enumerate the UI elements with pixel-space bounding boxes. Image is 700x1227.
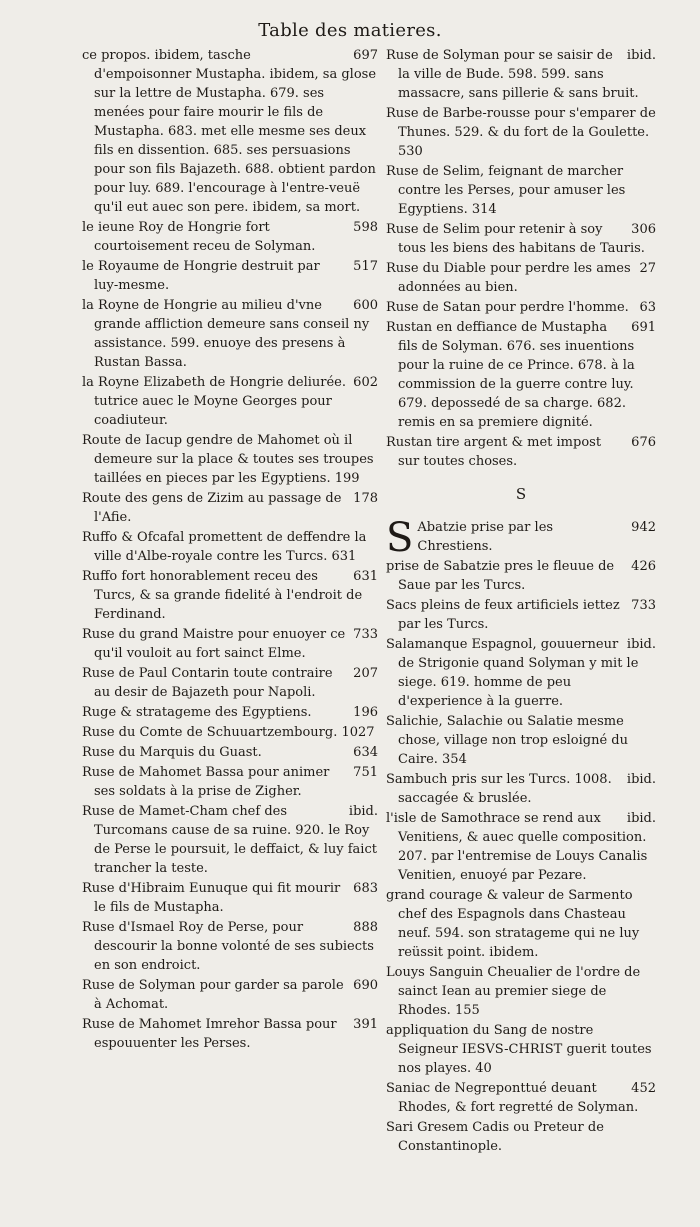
entry-page-number: 178 (353, 491, 378, 506)
index-entry (386, 433, 656, 471)
index-entry (386, 596, 656, 634)
index-entry (386, 886, 656, 962)
index-entry (386, 46, 656, 103)
entry-text: Ruffo fort honorablement receu des Turcs, & sa grande fidelité à l'endroit de Ferdinand. (82, 569, 363, 622)
entry-page-number: 207 (353, 666, 378, 681)
entry-page-number: 751 (353, 765, 378, 780)
index-entry (386, 1118, 656, 1156)
entry-text: Route des gens de Zizim au passage de l'Afie. (82, 491, 342, 525)
entry-text: Salichie, Salachie ou Salatie mesme chose, village non trop esloigné du Caire. 354 (386, 714, 628, 767)
entry-text: Abatzie prise par les Chrestiens. (417, 520, 554, 554)
index-entry (82, 976, 378, 1014)
entry-text: ce propos. ibidem, tasche d'empoisonner Mustapha. ibidem, sa glose sur la lettre de Mustapha. 679. ses menées pour faire mourir le fils de Mustapha. 683. met elle mesme ses deux fils en dissention. 685. ses persuasions pour son fils Bajazeth. 688. obtient pardon pour luy. 689. l'encourage à l'entre-veuë qu'il eut auec son pere. ibidem, sa mort. (82, 48, 377, 215)
index-entry (386, 220, 656, 258)
entry-page-number: 63 (639, 300, 656, 315)
index-entry (386, 1079, 656, 1117)
index-entry (386, 635, 656, 711)
entry-text: Sari Gresem Cadis ou Preteur de Constantinople. (386, 1120, 604, 1154)
index-entry (386, 770, 656, 808)
entry-page-number: ibid. (626, 811, 656, 826)
entry-page-number: 733 (353, 627, 378, 642)
index-entry (82, 567, 378, 624)
entry-page-number: 598 (353, 220, 378, 235)
entry-text: Rustan en deffiance de Mustapha fils de Solyman. 676. ses inuentions pour la ruine de ce Prince. 678. à la commission de la guerre contre luy. 679. depossedé de sa charge. 682. remis en sa premiere dignité. (386, 320, 635, 430)
entry-text: Ruse du Diable pour perdre les ames adonnées au bien. (386, 261, 631, 295)
entry-text: le ieune Roy de Hongrie fort courtoisement receu de Solyman. (82, 220, 316, 254)
entry-page-number: 691 (631, 320, 656, 335)
index-entry (82, 1015, 378, 1053)
index-entry (82, 664, 378, 702)
entry-page-number: 888 (353, 920, 378, 935)
index-entry (82, 918, 378, 975)
entry-page-number: 600 (353, 298, 378, 313)
entry-page-number: 733 (631, 598, 656, 613)
entry-page-number: 676 (631, 435, 656, 450)
index-entry (386, 712, 656, 769)
entry-text: Sacs pleins de feux artificiels iettez par les Turcs. (386, 598, 620, 632)
entry-page-number: 697 (353, 48, 378, 63)
entry-text: Rustan tire argent & met impost sur toutes choses. (386, 435, 602, 469)
entry-page-number: 634 (353, 745, 378, 760)
entry-page-number: 602 (353, 375, 378, 390)
index-entry (386, 162, 656, 219)
index-entry (386, 557, 656, 595)
index-entry (82, 625, 378, 663)
page-title: Table des matieres. (258, 20, 442, 41)
entry-page-number: 690 (353, 978, 378, 993)
entry-text: Ruse du Marquis du Guast. (82, 745, 262, 760)
index-entry (386, 259, 656, 297)
entry-text: Ruge & stratageme des Egyptiens. (82, 705, 312, 720)
entry-text: Ruse du grand Maistre pour enuoyer ce qu'il vouloit au fort sainct Elme. (82, 627, 346, 661)
index-entry (82, 802, 378, 878)
entry-page-number: ibid. (348, 804, 378, 819)
index-entry (386, 515, 656, 561)
entry-page-number: ibid. (626, 48, 656, 63)
entry-text: Ruse d'Ismael Roy de Perse, pour descourir la bonne volonté de ses subiects en son endroict. (82, 920, 374, 973)
index-entry (82, 431, 378, 488)
index-entry (386, 809, 656, 885)
index-entry (386, 1021, 656, 1078)
index-entry (82, 296, 378, 372)
index-entry (82, 528, 378, 566)
entry-text: Ruse de Solyman pour garder sa parole à Achomat. (82, 978, 344, 1012)
right-r-entries (386, 46, 656, 471)
entry-text: le Royaume de Hongrie destruit par luy-mesme. (82, 259, 320, 293)
entry-page-number: 683 (353, 881, 378, 896)
entry-text: Sambuch pris sur les Turcs. 1008. saccagée & bruslée. (386, 772, 612, 806)
entry-text: Ruse de Selim pour retenir à soy tous les biens des habitans de Tauris. (386, 222, 645, 256)
entry-page-number: 452 (631, 1081, 656, 1096)
entry-text: Ruffo & Ofcafal promettent de deffendre la ville d'Albe-royale contre les Turcs. 631 (82, 530, 367, 564)
entry-text: Ruse de Satan pour perdre l'homme. (386, 300, 629, 315)
entry-text: la Royne de Hongrie au milieu d'vne grande affliction demeure sans conseil ny assistance. 599. enuoye des presens à Rustan Bassa. (82, 298, 370, 370)
index-entry (82, 373, 378, 430)
index-entry (82, 703, 378, 722)
entry-text: Ruse de Selim, feignant de marcher contre les Perses, pour amuser les Egyptiens. 314 (386, 164, 626, 217)
s-entries (386, 515, 656, 1156)
entry-page-number: 942 (631, 520, 656, 535)
entry-text: Salamanque Espagnol, gouuerneur de Strigonie quand Solyman y mit le siege. 619. homme de peu d'experience à la guerre. (386, 637, 639, 709)
index-entry (82, 46, 378, 217)
entry-text: Ruse de Solyman pour se saisir de la ville de Bude. 598. 599. sans massacre, sans pillerie & sans bruit. (386, 48, 639, 101)
index-entry (386, 963, 656, 1020)
entry-text: Ruse de Mahomet Bassa pour animer ses soldats à la prise de Zigher. (82, 765, 330, 799)
section-letter: S (515, 485, 527, 503)
index-entry (386, 104, 656, 161)
entry-text: Ruse de Barbe-rousse pour s'emparer de Thunes. 529. & du fort de la Goulette. 530 (386, 106, 656, 159)
index-entry (82, 743, 378, 762)
entry-text: Ruse d'Hibraim Eunuque qui fit mourir le fils de Mustapha. (82, 881, 341, 915)
index-entry (82, 879, 378, 917)
entry-page-number: 196 (353, 705, 378, 720)
index-entry (82, 218, 378, 256)
entry-text: appliquation du Sang de nostre Seigneur IESVS-CHRIST guerit toutes nos playes. 40 (386, 1023, 652, 1076)
index-entry (82, 763, 378, 801)
right-column (386, 46, 656, 1157)
entry-page-number: 391 (353, 1017, 378, 1032)
entry-page-number: 426 (631, 559, 656, 574)
entry-text: Ruse de Mamet-Cham chef des Turcomans cause de sa ruine. 920. le Roy de Perse le poursuit, le deffaict, & luy faict trancher la teste. (82, 804, 377, 876)
index-entry (82, 723, 378, 742)
entry-page-number: 517 (353, 259, 378, 274)
index-entry (386, 318, 656, 432)
entry-page-number: 27 (639, 261, 656, 276)
entry-page-number: ibid. (626, 637, 656, 652)
entry-text: l'isle de Samothrace se rend aux Venitiens, & auec quelle composition. 207. par l'entremise de Louys Canalis Venitien, enuoyé par Pezare. (386, 811, 648, 883)
index-entry (386, 298, 656, 317)
drop-cap-letter: S (386, 515, 414, 561)
entry-page-number: ibid. (626, 772, 656, 787)
entry-text: grand courage & valeur de Sarmento chef des Espagnols dans Chasteau neuf. 594. son stratageme qui ne luy reüssit point. ibidem. (386, 888, 640, 960)
entry-text: la Royne Elizabeth de Hongrie deliurée. tutrice auec le Moyne Georges pour coadiuteur. (82, 375, 346, 428)
entry-text: Ruse du Comte de Schuuartzembourg. 1027 (82, 725, 375, 740)
left-column (82, 46, 378, 1054)
index-entry (82, 489, 378, 527)
entry-text: prise de Sabatzie pres le fleuue de Saue par les Turcs. (386, 559, 615, 593)
index-entry (82, 257, 378, 295)
entry-text: Louys Sanguin Cheualier de l'ordre de sainct Iean au premier siege de Rhodes. 155 (386, 965, 641, 1018)
entry-text: Saniac de Negreponttué deuant Rhodes, & fort regretté de Solyman. (386, 1081, 639, 1115)
entry-page-number: 306 (631, 222, 656, 237)
entry-page-number: 631 (353, 569, 378, 584)
entry-text: Route de Iacup gendre de Mahomet où il demeure sur la place & toutes ses troupes taillées en pieces par les Egyptiens. 199 (82, 433, 374, 486)
entry-text: Ruse de Paul Contarin toute contraire au desir de Bajazeth pour Napoli. (82, 666, 333, 700)
entry-text: Ruse de Mahomet Imrehor Bassa pour espouuenter les Perses. (82, 1017, 337, 1051)
